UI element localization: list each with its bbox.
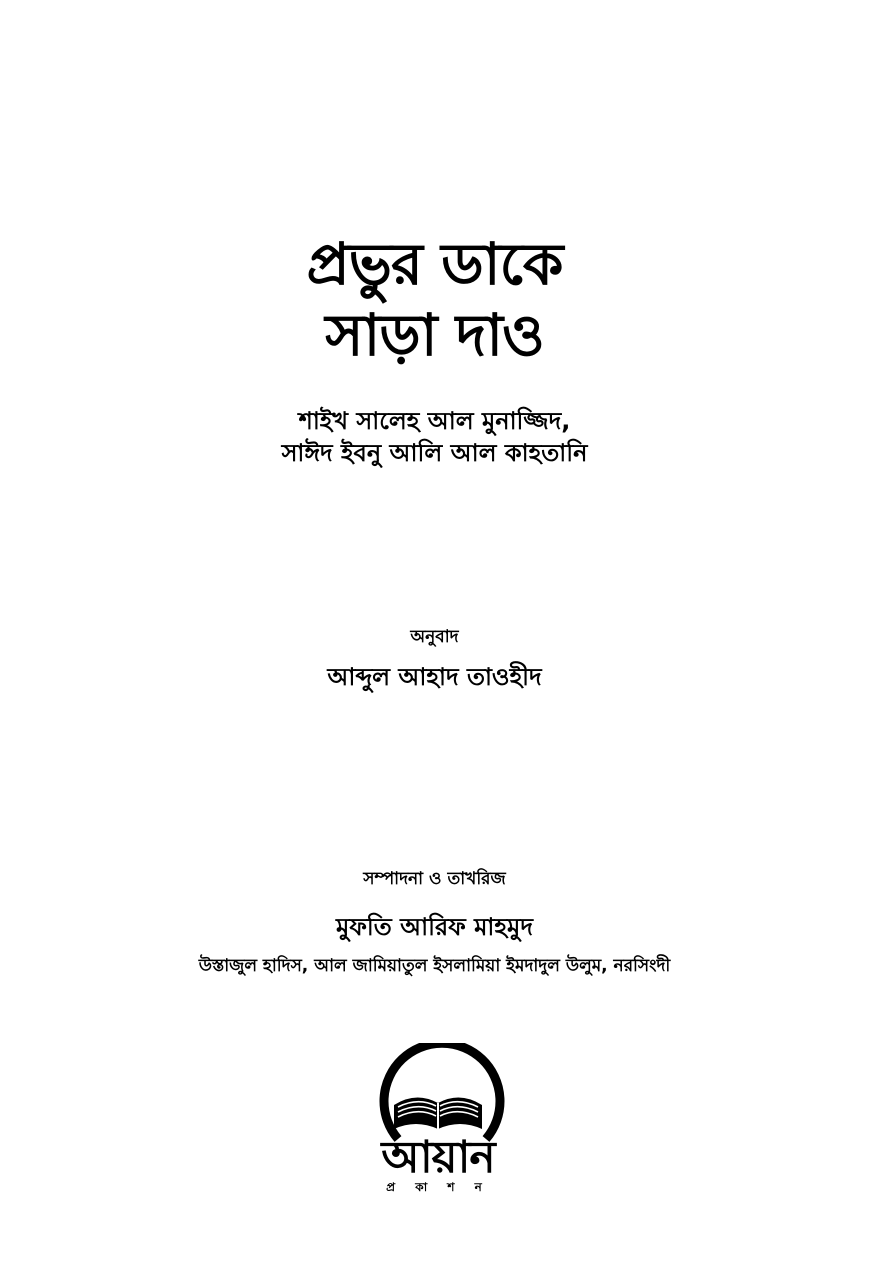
editing-label: সম্পাদনা ও তাখরিজ — [363, 869, 506, 889]
publisher-name: আয়ান — [381, 1132, 495, 1183]
book-title-line-1: প্রভুর ডাকে — [306, 230, 563, 298]
translator-name: আব্দুল আহাদ তাওহীদ — [327, 663, 542, 691]
author-line-2: সাঈদ ইবনু আলি আল কাহতানি — [281, 439, 588, 467]
translation-label: অনুবাদ — [410, 627, 459, 647]
editor-name: মুফতি আরিফ মাহমুদ — [336, 913, 533, 941]
book-title-line-2: সাড়া দাও — [325, 301, 544, 369]
publisher-logo — [358, 1043, 518, 1198]
publisher-subtitle: প্র কা শ ন — [386, 1180, 490, 1194]
editor-role: উস্তাজুল হাদিস, আল জামিয়াতুল ইসলামিয়া ইমদাদুল উলুম, নরসিংদী — [198, 956, 671, 976]
author-line-1: শাইখ সালেহ আল মুনাজ্জিদ, — [298, 407, 571, 435]
